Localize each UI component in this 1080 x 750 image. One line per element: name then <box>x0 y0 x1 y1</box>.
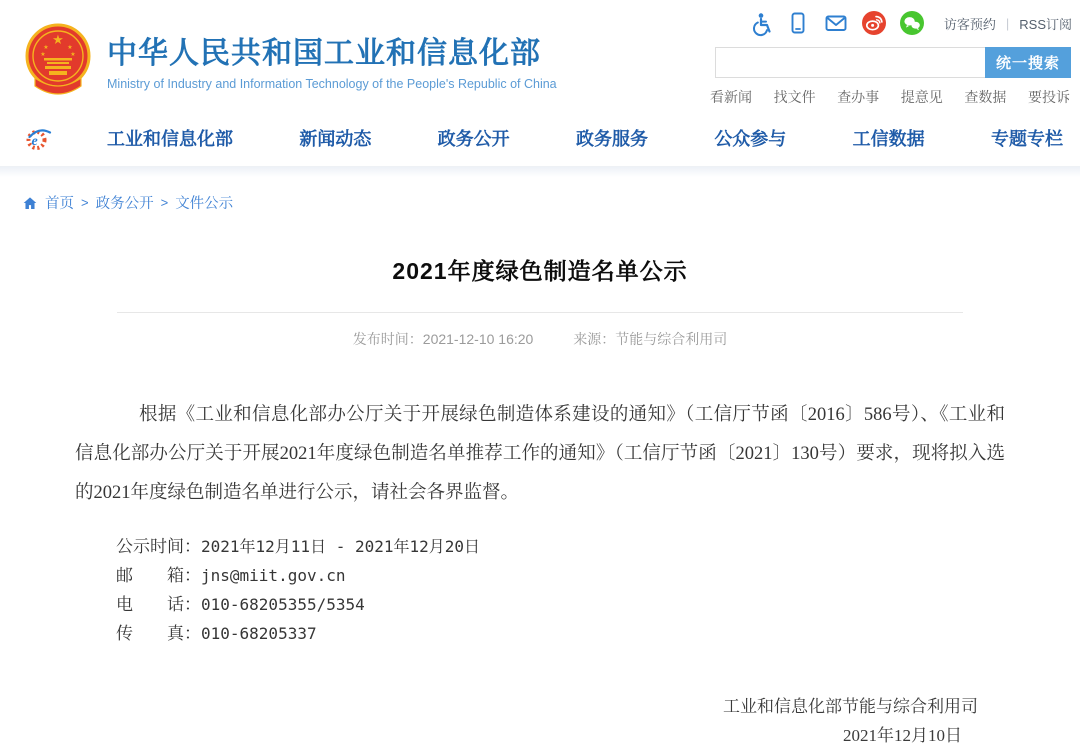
phone-value: 010-68205355/5354 <box>201 594 365 614</box>
article-paragraph: 根据《工业和信息化部办公厅关于开展绿色制造体系建设的通知》（工信厅节函〔2016〕586号）、《工业和信息化部办公厅关于开展2021年度绿色制造名单推荐工作的通知》（工信厅节函〔2021〕130号）要求，现将拟入选的2021年度绿色制造名单进行公示，请社会各界监督。 <box>75 405 1005 503</box>
fax-row <box>116 619 1005 648</box>
svg-text:★: ★ <box>52 32 64 47</box>
publish-time <box>353 329 534 349</box>
quick-links-row <box>710 87 1070 107</box>
breadcrumb-gov-disclosure[interactable]: 政务公开 <box>95 196 154 212</box>
nav-shadow <box>0 167 1080 177</box>
quick-link-complaints[interactable]: 要投诉 <box>1027 89 1070 105</box>
breadcrumb-separator: > <box>160 195 169 210</box>
nav-item-news[interactable]: 新闻动态 <box>299 129 372 149</box>
fax-value: 010-68205337 <box>201 623 317 643</box>
visitor-appointment-link[interactable]: 访客预约 <box>943 16 996 32</box>
fax-label: 传 真： <box>116 623 201 643</box>
breadcrumb-separator: > <box>81 195 89 210</box>
mail-icon[interactable] <box>824 11 848 35</box>
phone-row <box>116 590 1005 619</box>
phone-label: 电 话： <box>116 594 201 614</box>
site-logo[interactable] <box>22 22 557 98</box>
svg-text:★: ★ <box>43 45 49 51</box>
breadcrumb-document-notice[interactable]: 文件公示 <box>175 196 234 212</box>
breadcrumb-home[interactable]: 首页 <box>45 196 74 212</box>
nav-item-industry-data[interactable]: 工信数据 <box>852 129 925 149</box>
search-button[interactable]: 统一搜索 <box>985 47 1071 78</box>
search-bar <box>715 47 1071 78</box>
svg-text:★: ★ <box>40 52 46 58</box>
nav-item-gov-disclosure[interactable]: 政务公开 <box>437 129 510 149</box>
quick-link-services[interactable]: 查办事 <box>837 89 880 105</box>
mobile-icon[interactable] <box>786 11 810 35</box>
nav-item-gov-services[interactable]: 政务服务 <box>575 129 648 149</box>
publicity-period-value: 2021年12月11日 - 2021年12月20日 <box>201 536 481 556</box>
article-meta <box>75 329 1005 349</box>
home-icon[interactable] <box>22 195 38 211</box>
nav-items <box>107 125 1065 151</box>
publicity-period-label: 公示时间： <box>116 536 201 556</box>
national-emblem-icon <box>22 22 94 98</box>
quick-link-documents[interactable]: 找文件 <box>773 89 816 105</box>
accessibility-icon[interactable] <box>748 11 772 35</box>
quick-link-news[interactable]: 看新闻 <box>710 89 752 105</box>
rss-subscribe-link[interactable]: RSS订阅 <box>1019 16 1072 32</box>
publish-time-value: 2021-12-10 16:20 <box>422 331 534 347</box>
source-label: 来源： <box>573 331 616 347</box>
svg-text:e: e <box>31 133 38 149</box>
article-title: 2021年度绿色制造名单公示 <box>392 258 688 284</box>
nav-item-public-participation[interactable]: 公众参与 <box>714 129 787 149</box>
svg-text:★: ★ <box>67 45 73 51</box>
source-value: 节能与综合利用司 <box>615 331 728 347</box>
weibo-icon[interactable] <box>862 11 886 35</box>
email-row <box>116 561 1005 590</box>
quick-link-data[interactable]: 查数据 <box>964 89 1007 105</box>
svg-text:★: ★ <box>70 52 76 58</box>
signature-block <box>75 692 1005 750</box>
miit-gear-e-icon <box>25 125 52 152</box>
main-navbar <box>0 110 1080 167</box>
email-value: jns@miit.gov.cn <box>201 565 346 585</box>
signature-date: 2021年12月10日 <box>843 725 962 745</box>
breadcrumb <box>22 192 1080 213</box>
publicity-period-row <box>116 532 1005 561</box>
nav-item-miit[interactable]: 工业和信息化部 <box>107 129 233 149</box>
quick-link-suggestions[interactable]: 提意见 <box>900 89 943 105</box>
top-links-separator: | <box>1005 15 1010 31</box>
email-label: 邮 箱： <box>116 565 201 585</box>
wechat-icon[interactable] <box>900 11 924 35</box>
publish-time-label: 发布时间： <box>352 331 423 347</box>
search-input[interactable] <box>715 47 985 78</box>
nav-item-special-topics[interactable]: 专题专栏 <box>990 129 1063 149</box>
contact-info <box>75 532 1005 648</box>
site-title: 中华人民共和国工业和信息化部 <box>107 37 541 70</box>
source <box>573 329 727 349</box>
article <box>75 253 1005 750</box>
title-divider <box>117 312 963 313</box>
site-subtitle: Ministry of Industry and Information Technology of the People's Republic of China <box>107 77 557 91</box>
signature-department: 工业和信息化部节能与综合利用司 <box>723 696 978 716</box>
site-header <box>0 0 1080 110</box>
header-utility-bar <box>748 11 1072 35</box>
